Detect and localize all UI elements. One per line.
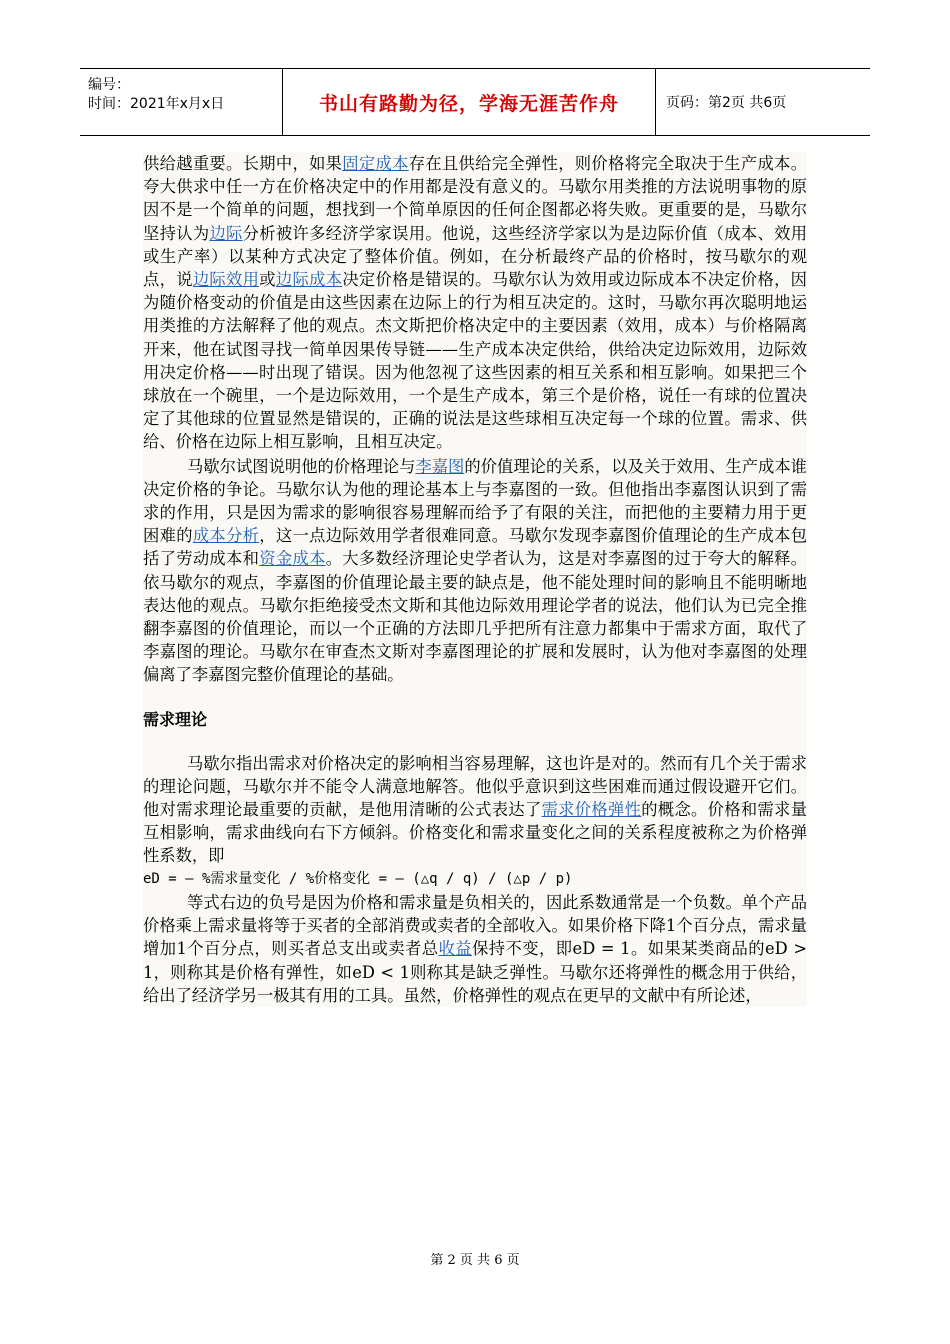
text-run: 存在且供给完全弹性，则价格将完全取决于生产成本。夸大供求中任一方在价格决定中的作用都是没有意义的。马歇尔用类推的方法说明事物的原因不是一个简单的问题，想找到一个简单原因的任何企图都必将失败。更重要的是，马歇尔坚持认为: [143, 154, 807, 243]
paragraph-1: [143, 152, 807, 454]
page-header: [80, 68, 870, 136]
page-footer: 第 2 页 共 6 页: [430, 1253, 520, 1268]
text-run: 马歇尔指出需求对价格决定的影响相当容易理解，这也许是对的。然而有几个关于需求的理论问题，马歇尔并不能令人满意地解答。他似乎意识到这些困难而通过假设避开它们。他对需求理论最重要的贡献，是他用清晰的公式表达了: [143, 753, 807, 820]
glossary-link[interactable]: 需求价格弹性: [541, 800, 642, 820]
text-run: 供给越重要。长期中，如果: [143, 154, 343, 173]
paragraph-3: [143, 752, 807, 868]
glossary-link[interactable]: 成本分析: [192, 526, 260, 546]
paragraph-4: [143, 891, 807, 1007]
header-meta-cell: [80, 69, 283, 135]
text-run: 的价值理论的关系，以及关于效用、生产成本谁决定价格的争论。马歇尔认为他的理论基本上与李嘉图的一致。但他指出李嘉图认识到了需求的作用，只是因为需求的影响很容易理解而给予了有限的关注，而把他的主要精力用于更困难的: [143, 456, 807, 546]
document-body: [143, 152, 807, 1007]
glossary-link[interactable]: 边际效用: [192, 270, 260, 290]
text-run: 决定价格是错误的。马歇尔认为效用或边际成本不决定价格，因为随价格变动的价值是由这些因素在边际上的行为相互决定的。这时，马歇尔再次聪明地运用类推的方法解释了他的观点。杰文斯把价格决定中的主要因素（效用，成本）与价格隔离开来，他在试图寻找一简单因果传导链——生产成本决定供给，供给决定边际效用，边际效用决定价格——时出现了错误。因为他忽视了这些因素的相互关系和相互影响。如果把三个球放在一个碗里，一个是边际效用，一个是生产成本，第三个是价格，说任一有球的位置决定了其他球的位置显然是错误的，正确的说法是这些球相互决定每一个球的位置。需求、供给、价格在边际上相互影响，且相互决定。: [143, 270, 807, 452]
document-date: 时间：2021年x月x日: [88, 96, 225, 112]
glossary-link[interactable]: 固定成本: [342, 154, 409, 173]
section-title: 需求理论: [143, 709, 208, 729]
text-run: 马歇尔试图说明他的价格理论与: [187, 456, 416, 476]
glossary-link[interactable]: 李嘉图: [415, 456, 465, 476]
header-motto-cell: [283, 69, 656, 135]
header-motto: 书山有路勤为径，学海无涯苦作舟: [318, 92, 619, 115]
text-run: 的概念。价格和需求量互相影响，需求曲线向右下方倾斜。价格变化和需求量变化之间的关系程度被称之为价格弹性系数，即: [143, 800, 807, 866]
glossary-link[interactable]: 收益: [438, 939, 473, 959]
text-run: 保持不变，即eD = 1。如果某类商品的eD > 1，则称其是价格有弹性，如eD < 1则称其是缺乏弹性。马歇尔还将弹性的概念用于供给，给出了经济学另一极其有用的工具。虽然，价格弹性的观点在更早的文献中有所论述，: [143, 939, 807, 1005]
header-page-number: 页码：第2页 共6页: [666, 95, 787, 111]
header-page-cell: [656, 69, 870, 135]
document-number: 编号：: [88, 77, 130, 93]
text-run: 或: [259, 270, 276, 290]
glossary-link[interactable]: 边际成本: [275, 270, 343, 290]
paragraph-2: [143, 455, 807, 687]
text-run: 。大多数经济理论史学者认为，这是对李嘉图的过于夸大的解释。依马歇尔的观点，李嘉图的价值理论最主要的缺点是，他不能处理时间的影响且不能明晰地表达他的观点。马歇尔拒绝接受杰文斯和其他边际效用理论学者的说法，他们认为已完全推翻李嘉图的价值理论，而以一个正确的方法即几乎把所有注意力都集中于需求方面，取代了李嘉图的理论。马歇尔在审查杰文斯对李嘉图理论的扩展和发展时，认为他对李嘉图的处理偏离了李嘉图完整价值理论的基础。: [143, 549, 807, 685]
elasticity-formula: eD = — %需求量变化 / %价格变化 = — (△q / q) / (△p / p): [143, 870, 573, 887]
glossary-link[interactable]: 边际: [209, 223, 243, 243]
text-run: 分析被许多经济学家误用。他说，这些经济学家以为是边际价值（成本、效用或生产率）以某种方式决定了整体价值。例如，在分析最终产品的价格时，按马歇尔的观点，说: [143, 223, 807, 290]
text-run: ，这一点边际效用学者很难同意。马歇尔发现李嘉图价值理论的生产成本包括了劳动成本和: [143, 526, 807, 569]
text-run: 等式右边的负号是因为价格和需求量是负相关的，因此系数通常是一个负数。单个产品价格乘上需求量将等于买者的全部消费或卖者的全部收入。如果价格下降1个百分点，需求量增加1个百分点，则买者总支出或卖者总: [143, 892, 807, 959]
glossary-link[interactable]: 资金成本: [259, 549, 326, 569]
